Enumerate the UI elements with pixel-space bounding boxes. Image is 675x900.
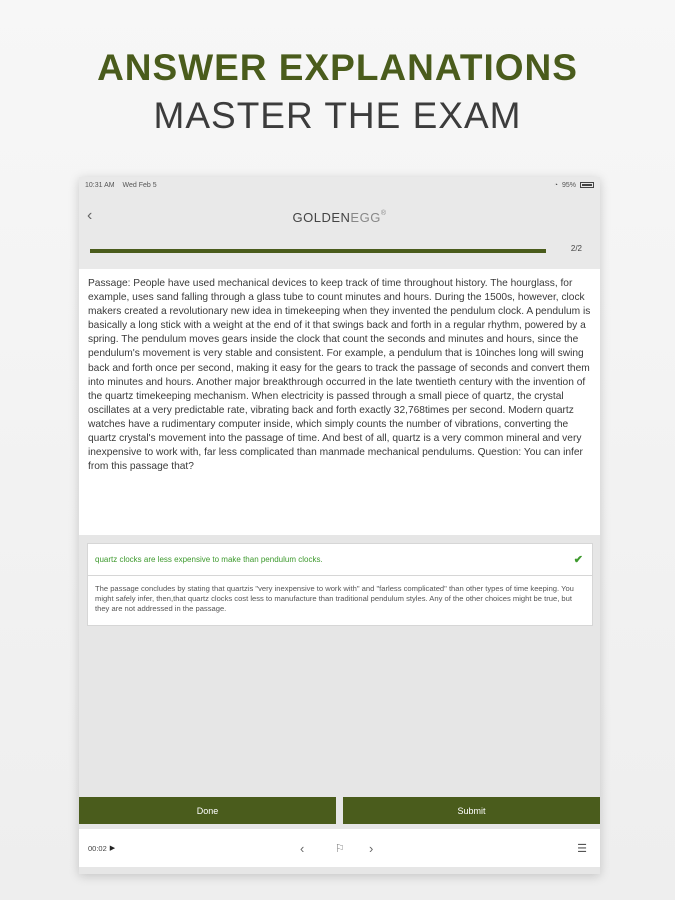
app-logo [293,210,387,225]
promo-headline: ANSWER EXPLANATIONS [97,47,578,88]
status-date: Wed Feb 5 [122,181,157,189]
chevron-right-icon: › [369,840,374,856]
play-icon[interactable]: ▶ [109,845,116,852]
tablet-screen [79,177,600,874]
status-bar [79,177,600,193]
app-bar [79,193,600,241]
timer-value: 00:02 [88,843,107,853]
status-time: 10:31 AM [85,181,115,189]
next-question-button[interactable] [369,841,373,856]
wifi-icon: ◔ [553,181,558,189]
answer-box [87,543,593,626]
logo-bold: GOLDEN [292,209,351,225]
battery-percent: 95% [561,181,576,189]
chevron-left-icon: ‹ [87,207,93,224]
status-left [85,182,163,189]
back-button[interactable] [87,207,92,225]
menu-icon[interactable]: ☰ [577,842,587,855]
submit-button[interactable]: Submit [343,797,600,824]
answer-text: quartz clocks are less expensive to make than pendulum clocks. [95,555,323,564]
battery-icon [580,182,594,188]
previous-question-button[interactable] [300,841,304,856]
logo-light: EGG [350,209,381,225]
done-button[interactable]: Done [79,797,336,824]
flag-icon[interactable]: ⚐ [335,842,345,855]
progress-bar [90,249,546,253]
status-right [554,182,594,189]
bottom-toolbar [79,829,600,867]
chevron-left-icon: ‹ [300,840,305,856]
promo-subline: MASTER THE EXAM [153,95,522,136]
progress-fill [90,249,546,253]
question-passage: Passage: People have used mechanical devices to keep track of time throughout history. The hourglass, for example, uses sand falling through a glass tube to count minutes and hours. During the 1500s, however, clock makers created a revolutionary new idea in timekeeping when they invented the pendulum clock. A pendulum is basically a long stick with a weight at the end of it that swings back and forth in a regular rhythm, powered by a spring. The pendulum moves gears inside the clock that count the seconds and minutes and hours, since the pendulum's movement is very stable and consistent. For example, a pendulum that is 10inches long will swing back and forth once per second, making it easy for the gears to track the passage of seconds and convert them into minutes and hours. Another major breakthrough occurred in the late twentieth century with the invention of the quartz timekeeping mechanism. When electricity is passed through a small piece of quartz, the crystal oscillates at a very predictable rate, vibrating back and forth exactly 32,768times per second. Modern quartz watches have a rudimentary computer inside, which simply counts the number of vibrations, converting the quartz crystal's movement into the passage of time. And best of all, quartz is a very common mineral and very inexpensive to work with, far less complicated than manmade mechanical pendulums. Question: You can infer from this passage that? [79,269,600,535]
timer[interactable] [88,844,115,853]
progress-row [79,241,600,269]
logo-mark: ® [380,209,387,217]
progress-label: 2/2 [570,244,582,253]
selected-answer[interactable] [88,544,592,576]
check-icon: ✔ [573,554,583,566]
answer-explanation: The passage concludes by stating that quartzis "very inexpensive to work with" and "farless complicated" than other types of time keeping. You might safely infer, then,that quartz clocks cost less to manufacture than traditional pendulum styles. Any of the other choices might be true, but they are not addressed in the passage. [95,584,574,614]
